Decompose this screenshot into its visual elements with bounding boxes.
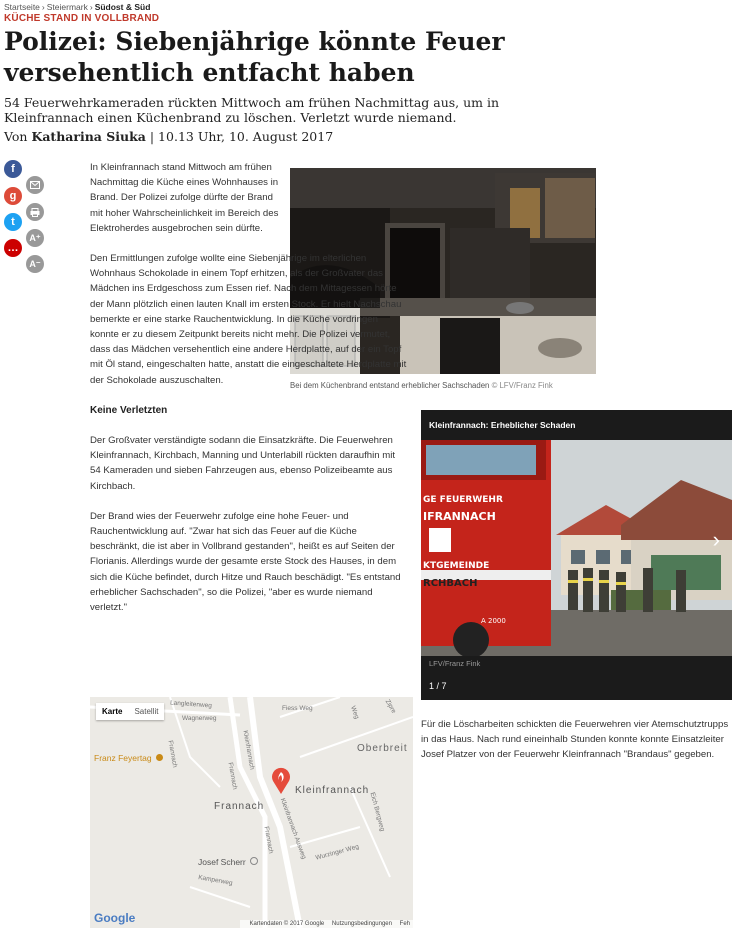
comment-icon[interactable] xyxy=(4,239,22,257)
photo-caption-text: Bei dem Küchenbrand entstand erheblicher Sachschaden xyxy=(290,381,490,390)
map-label-frannach-road: Frannach xyxy=(166,739,179,769)
fire-truck-scene xyxy=(421,440,732,656)
josef-scherr-text: Josef Scherr xyxy=(198,857,246,867)
truck-text-4: RCHBACH xyxy=(423,578,478,589)
map-footer xyxy=(240,920,413,928)
breadcrumb-current[interactable]: Südost & Süd xyxy=(94,2,151,12)
map-copyright: Kartendaten © 2017 Google xyxy=(249,921,325,927)
truck-text-2: IFRANNACH xyxy=(423,510,496,523)
font-increase-glyph: A⁺ xyxy=(29,232,41,243)
map-label-wurzinger-weg: Wurzinger Weg xyxy=(314,843,360,862)
byline xyxy=(4,129,333,144)
paragraph-2 xyxy=(90,251,408,388)
breadcrumb-steiermark[interactable]: Steiermark xyxy=(46,2,88,12)
mail-icon[interactable] xyxy=(26,176,44,194)
map-label-zipre: Zipre xyxy=(383,698,398,715)
map-terms-link[interactable]: Nutzungsbedingungen xyxy=(331,921,392,927)
truck-text-3: KTGEMEINDE xyxy=(423,561,490,571)
byline-prefix: Von xyxy=(4,129,28,144)
map-label-eich-bergweg: Eich Bergweg xyxy=(368,791,386,833)
photo-credit: © LFV/Franz Fink xyxy=(491,381,553,390)
font-decrease-icon[interactable] xyxy=(26,255,44,273)
byline-datetime: | 10.13 Uhr, 10. August 2017 xyxy=(149,129,334,144)
truck-text-1: GE FEUERWEHR xyxy=(423,495,503,505)
subheading-keine-verletzten: Keine Verletzten xyxy=(90,404,168,416)
paragraph-2-text: Den Ermittlungen zufolge wollte eine Siebenjährige im elterlichen Wohnhaus Schokolade in einem Topf erhitzen, als der Großvater das Mädchen ins Erdgeschoss zum Essen rief. Nach dem Mittagessen hörte der Mann plötzlich einen lauten Knall im ersten Stock. Er hielt Nachschau bemerkte er eine starke Rauchentwicklung. In die Küche vordringen konnte er zu diesem Zeitpunkt bereits nicht mehr. Die Polizei vermutet, dass das Mädchen versehentlich eine andere Herdplatte, auf der ein Topf mit Öl stand, eingeschalten hatte, anstatt die eingeschaltete Herdplatte mit der Schokolade auszuschalten. xyxy=(90,253,407,386)
kicker: KÜCHE STAND IN VOLLBRAND xyxy=(4,13,160,24)
twitter-share-icon[interactable] xyxy=(4,213,22,231)
paragraph-3: Der Großvater verständigte sodann die Einsatzkräfte. Die Feuerwehren Kleinfrannach, Kirchbach, Manning und Unterlabill rückten daraufhin mit 54 Kameraden und sieben Fahrzeugen aus, ebenso Polizeibeamte aus Kirchbach. xyxy=(90,435,396,492)
fire-marker-icon[interactable] xyxy=(271,767,291,795)
map-tab-karte[interactable]: Karte xyxy=(102,707,123,716)
map-label-wagnerweg: Wagnerweg xyxy=(182,715,217,722)
location-map[interactable] xyxy=(90,697,413,928)
map-label-frannach-road2: Frannach xyxy=(226,761,239,791)
font-increase-icon[interactable] xyxy=(26,229,44,247)
map-label-fiess-weg: Fiess Weg xyxy=(282,705,313,712)
gallery-credit: LFV/Franz Fink xyxy=(429,659,481,668)
gallery-image[interactable] xyxy=(421,440,732,656)
side-paragraph: Für die Löscharbeiten schickten die Feuerwehren vier Atemschutztrupps in das Haus. Nach rund eineinhalb Stunden konnte konnte Einsatzleiter Josef Platzer von der Feuerwehr Kleinfrannach "Brandaus" gegeben. xyxy=(421,719,729,761)
paragraph-1: In Kleinfrannach stand Mittwoch am frühen Nachmittag die Küche eines Wohnhauses in Brand. Der Polizei zufolge dürfte der Brand mit hoher Wahrscheinlichkeit im Bereich des Elektroherdes ausgebrochen sein dürfte. xyxy=(90,162,279,234)
map-label-ausweg: Kleinfrannach Ausweg xyxy=(278,797,308,861)
map-label-kleinfrannach-road: Kleinfrannach xyxy=(241,729,256,771)
map-label-oberbreit: Oberbreit xyxy=(357,743,408,754)
map-label-franz-feyertag[interactable] xyxy=(94,753,163,763)
googleplus-glyph: g xyxy=(9,190,17,202)
google-logo[interactable]: Google xyxy=(94,911,136,925)
truck-text-5: A 2000 xyxy=(481,617,506,625)
map-label-frannach: Frannach xyxy=(214,801,265,812)
printer-icon xyxy=(30,208,40,217)
place-pin-icon xyxy=(250,857,258,865)
photo-gallery[interactable] xyxy=(421,410,732,700)
franz-feyertag-text: Franz Feyertag xyxy=(94,753,152,763)
googleplus-share-icon[interactable] xyxy=(4,187,22,205)
breadcrumb: Startseite › Steiermark › Südost & Süd xyxy=(4,2,151,12)
lead-text: 54 Feuerwehrkameraden rückten Mittwoch am frühen Nachmittag aus, um in Kleinfrannach einen Küchenbrand zu löschen. Verletzt wurde niemand. xyxy=(4,95,500,125)
gallery-title: Kleinfrannach: Erheblicher Schaden xyxy=(429,420,576,430)
comment-glyph: … xyxy=(7,242,19,254)
map-label-kamperweg: Kamperweg xyxy=(197,874,234,887)
facebook-glyph: f xyxy=(11,163,15,175)
map-report-error-link[interactable]: Feh xyxy=(399,921,410,927)
paragraph-4: Der Brand wies der Feuerwehr zufolge eine hohe Feuer- und Rauchentwicklung auf. "Zwar hat sich das Feuer auf die Küche beschränkt, die ist aber in Vollbrand gestanden", heißt es auf Seiten der Florianis. Allerdings wurde der gesamte erste Stock des Hauses, in dem sich die Küche befindet, durch Hitze und Rauch beschädigt. "Es entstand erheblicher Sachschaden", so die Polizei, "aber es wurde niemand verletzt." xyxy=(90,510,401,614)
store-pin-icon xyxy=(156,754,163,761)
map-roads xyxy=(90,697,413,928)
gallery-counter: 1 / 7 xyxy=(429,681,447,691)
map-label-kleinfrannach: Kleinfrannach xyxy=(295,785,370,796)
gallery-next-arrow-icon[interactable]: › xyxy=(712,527,720,552)
envelope-icon xyxy=(30,181,40,189)
article-body xyxy=(90,160,408,630)
map-label-langleitenweg: Langleitenweg xyxy=(169,699,213,710)
byline-author[interactable]: Katharina Siuka xyxy=(31,129,146,144)
facebook-share-icon[interactable] xyxy=(4,160,22,178)
map-label-frannach-v: Frannach xyxy=(262,825,275,855)
print-icon[interactable] xyxy=(26,203,44,221)
twitter-glyph: t xyxy=(11,216,15,228)
font-decrease-glyph: A⁻ xyxy=(29,258,41,269)
map-tab-satellit[interactable]: Satellit xyxy=(134,707,159,716)
map-type-tabs xyxy=(96,703,164,720)
headline: Polizei: Siebenjährige könnte Feuer versehentlich entfacht haben xyxy=(4,27,505,87)
map-label-josef-scherr[interactable] xyxy=(198,857,258,867)
map-label-weg: Weg xyxy=(349,705,361,720)
breadcrumb-home[interactable]: Startseite xyxy=(4,2,40,12)
